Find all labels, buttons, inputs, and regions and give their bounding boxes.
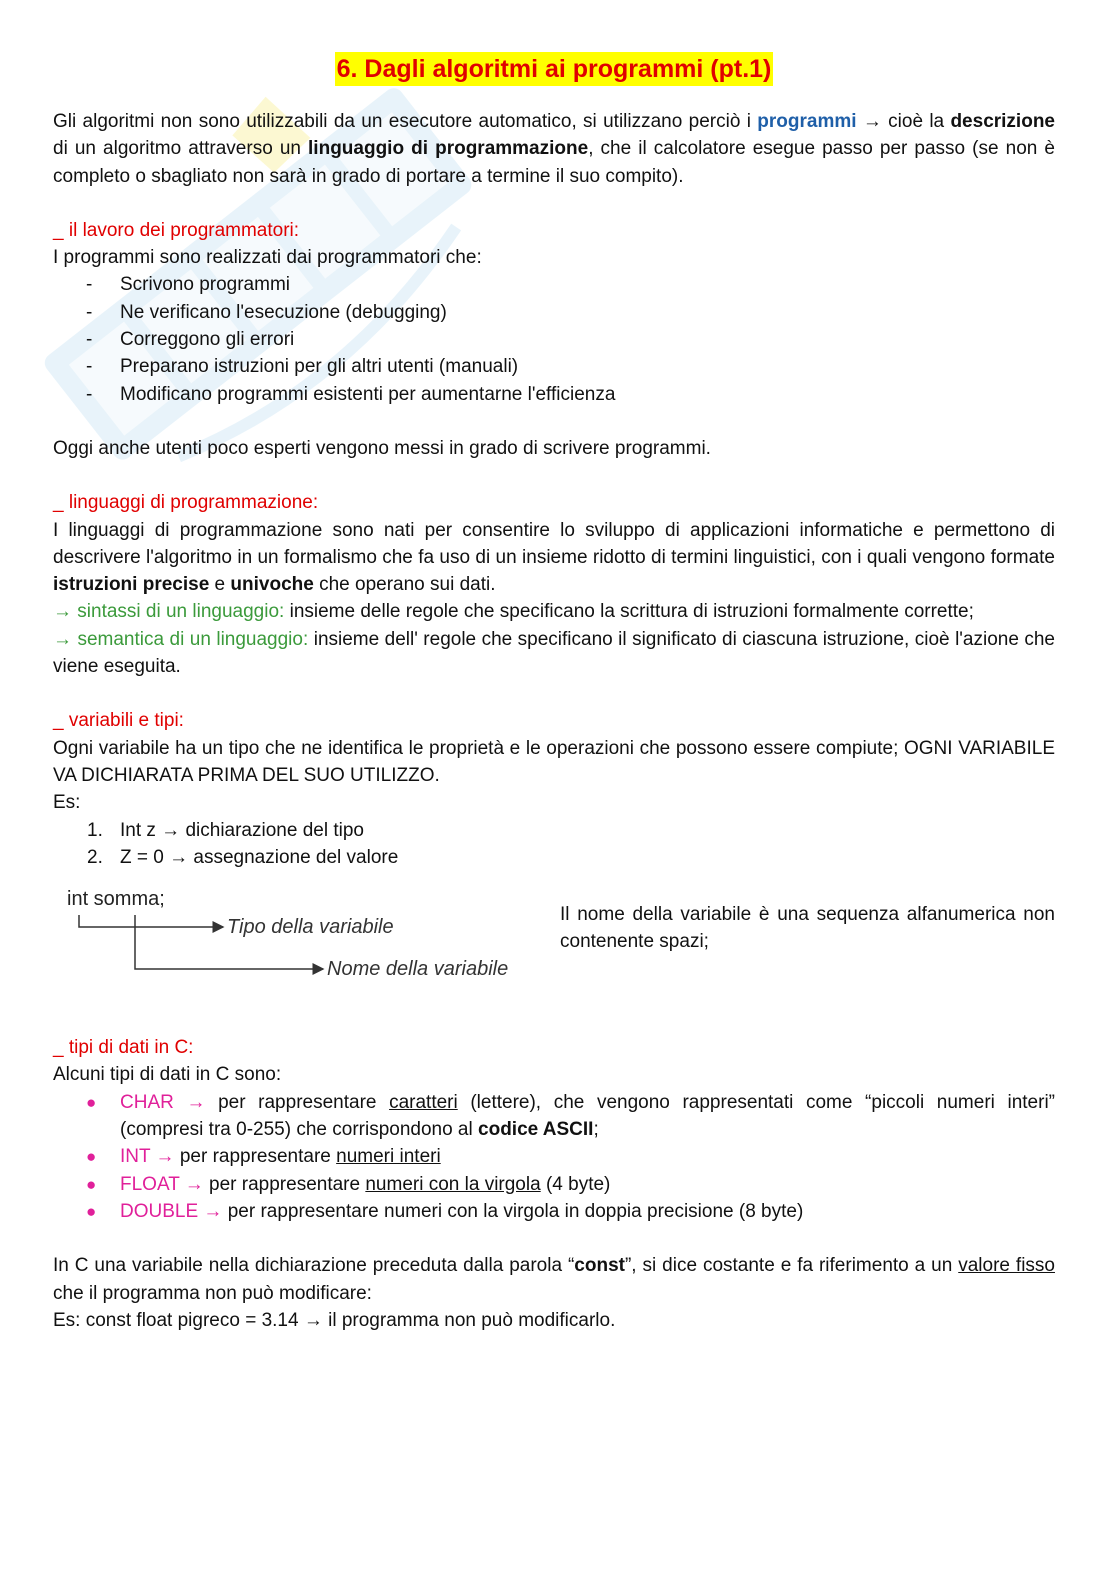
const-example: Es: const float pigreco = 3.14 → il programma non può modificarlo. <box>53 1309 616 1331</box>
list-item <box>53 844 1055 871</box>
type-name-char: CHAR → <box>120 1091 206 1113</box>
keyword-univoche: univoche <box>230 574 314 596</box>
step-number: 1. <box>87 819 103 841</box>
const-text: In C una variabile nella dichiarazione preceduta dalla parola “ <box>53 1255 575 1277</box>
list-item-text: Preparano istruzioni per gli altri utenti (manuali) <box>120 356 519 378</box>
bullet-icon: ● <box>86 1174 97 1194</box>
intro-text: , che il calcolatore esegue passo per passo (se non è completo o sbagliato non sarà in grado di portare a termine il suo compito). <box>53 138 1055 187</box>
intro-text: Gli algoritmi non sono utilizzabili da un esecutore automatico, si utilizzano perciò i <box>53 111 758 132</box>
tipi-lead: Alcuni tipi di dati in C sono: <box>53 1064 282 1086</box>
type-name-float: FLOAT → <box>120 1173 204 1195</box>
section-heading-programmatori: _ il lavoro dei programmatori: <box>53 219 300 241</box>
keyword-descrizione: descrizione <box>950 111 1055 132</box>
bullet-icon: ● <box>86 1092 97 1112</box>
sintassi-label: → sintassi di un linguaggio: <box>53 601 285 623</box>
dash-marker: - <box>86 383 93 405</box>
tipi-list <box>53 1089 1055 1225</box>
declaration-diagram-row <box>53 871 1055 1034</box>
type-text: per rappresentare <box>174 1146 337 1168</box>
bullet-icon: ● <box>86 1201 97 1221</box>
type-text: per rappresentare <box>205 1091 390 1113</box>
const-underline: valore fisso <box>958 1255 1055 1277</box>
variabili-es: Es: <box>53 792 81 814</box>
diagram-tipo-label: Tipo della variabile <box>227 916 394 939</box>
keyword-istruzioni-precise: istruzioni precise <box>53 574 210 596</box>
step-text: Z = 0 → assegnazione del valore <box>120 846 399 868</box>
dash-marker: - <box>86 301 93 323</box>
list-item-text: Modificano programmi esistenti per aumentarne l'efficienza <box>120 383 616 405</box>
title-wrapper <box>53 52 1055 86</box>
list-item <box>53 326 1055 353</box>
list-item-text: Scrivono programmi <box>120 274 290 296</box>
dash-marker: - <box>86 329 93 351</box>
section-heading-tipi: _ tipi di dati in C: <box>53 1037 194 1059</box>
linguaggi-text: e <box>209 574 231 596</box>
programmatori-lead: I programmi sono realizzati dai programmatori che: <box>53 247 482 269</box>
keyword-const: const <box>574 1255 625 1277</box>
type-text: (lettere), che vengono rappresentati come “piccoli numeri interi” (compresi tra 0-255) che corrispondono al <box>120 1091 1056 1141</box>
type-underline: numeri con la virgola <box>365 1173 541 1195</box>
const-text: ”, si dice costante e fa riferimento a un <box>624 1255 959 1277</box>
variabili-paragraph: Ogni variabile ha un tipo che ne identifica le proprietà e le operazioni che possono essere compiute; OGNI VARIABILE VA DICHIARATA PRIMA DEL SUO UTILIZZO. <box>53 737 1055 786</box>
sintassi-line <box>53 598 1055 625</box>
section-heading-linguaggi: _ linguaggi di programmazione: <box>53 492 319 514</box>
bullet-icon: ● <box>86 1147 97 1167</box>
step-number: 2. <box>87 846 103 868</box>
type-text: per rappresentare numeri con la virgola in doppia precisione (8 byte) <box>222 1200 804 1222</box>
semantica-label: → semantica di un linguaggio: <box>53 628 309 650</box>
type-name-int: INT → <box>120 1146 175 1168</box>
const-text: che il programma non può modificare: <box>53 1282 372 1304</box>
section-heading-variabili: _ variabili e tipi: <box>53 710 184 732</box>
page-title: 6. Dagli algoritmi ai programmi (pt.1) <box>335 52 774 86</box>
arrow-tipo <box>79 915 223 927</box>
intro-paragraph <box>53 108 1055 190</box>
type-name-double: DOUBLE → <box>120 1200 223 1222</box>
list-item-double <box>53 1198 1055 1225</box>
intro-text: di un algoritmo attraverso un <box>53 138 309 160</box>
type-text: (4 byte) <box>540 1173 611 1195</box>
keyword-linguaggio: linguaggio di programmazione <box>308 138 589 160</box>
linguaggi-text: I linguaggi di programmazione sono nati per consentire lo sviluppo di applicazioni informatiche e permettono di descrivere l'algoritmo in un formalismo che fa uso di un insieme ridotto di termini linguistici, con i quali vengono formate <box>53 519 1055 568</box>
list-item <box>53 817 1055 844</box>
type-underline: caratteri <box>389 1091 458 1113</box>
list-item-text: Ne verificano l'esecuzione (debugging) <box>120 301 447 323</box>
list-item-int <box>53 1143 1055 1170</box>
list-item-text: Correggono gli errori <box>120 329 295 351</box>
diagram-code: int somma; <box>67 888 165 911</box>
type-text: ; <box>593 1119 599 1141</box>
programmatori-list <box>53 271 1055 407</box>
type-underline: numeri interi <box>336 1146 441 1168</box>
programmatori-closing: Oggi anche utenti poco esperti vengono messi in grado di scrivere programmi. <box>53 437 711 459</box>
diagram-nome-label: Nome della variabile <box>327 958 509 981</box>
keyword-ascii: codice ASCII <box>478 1119 594 1141</box>
diagram-side-note: Il nome della variabile è una sequenza alfanumerica non contenente spazi; <box>560 904 1055 953</box>
intro-text: → cioè la <box>856 111 951 132</box>
dash-marker: - <box>86 356 93 378</box>
const-paragraph <box>53 1252 1055 1307</box>
list-item <box>53 271 1055 298</box>
sintassi-text: insieme delle regole che specificano la scrittura di istruzioni formalmente corrette; <box>284 601 974 623</box>
list-item-char <box>53 1089 1055 1144</box>
list-item-float <box>53 1171 1055 1198</box>
step-text: Int z → dichiarazione del tipo <box>120 819 364 841</box>
list-item <box>53 353 1055 380</box>
keyword-programmi: programmi <box>757 111 857 132</box>
variabili-steps <box>53 817 1055 872</box>
linguaggi-text: che operano sui dati. <box>313 574 496 596</box>
dash-marker: - <box>86 274 93 296</box>
linguaggi-paragraph <box>53 517 1055 599</box>
document-body <box>53 52 1055 1334</box>
declaration-diagram <box>65 885 535 985</box>
list-item <box>53 381 1055 408</box>
list-item <box>53 299 1055 326</box>
semantica-text: insieme dell' regole che specificano il significato di ciascuna istruzione, cioè l'azione che viene eseguita. <box>53 628 1056 678</box>
semantica-line <box>53 626 1055 681</box>
type-text: per rappresentare <box>203 1173 366 1195</box>
